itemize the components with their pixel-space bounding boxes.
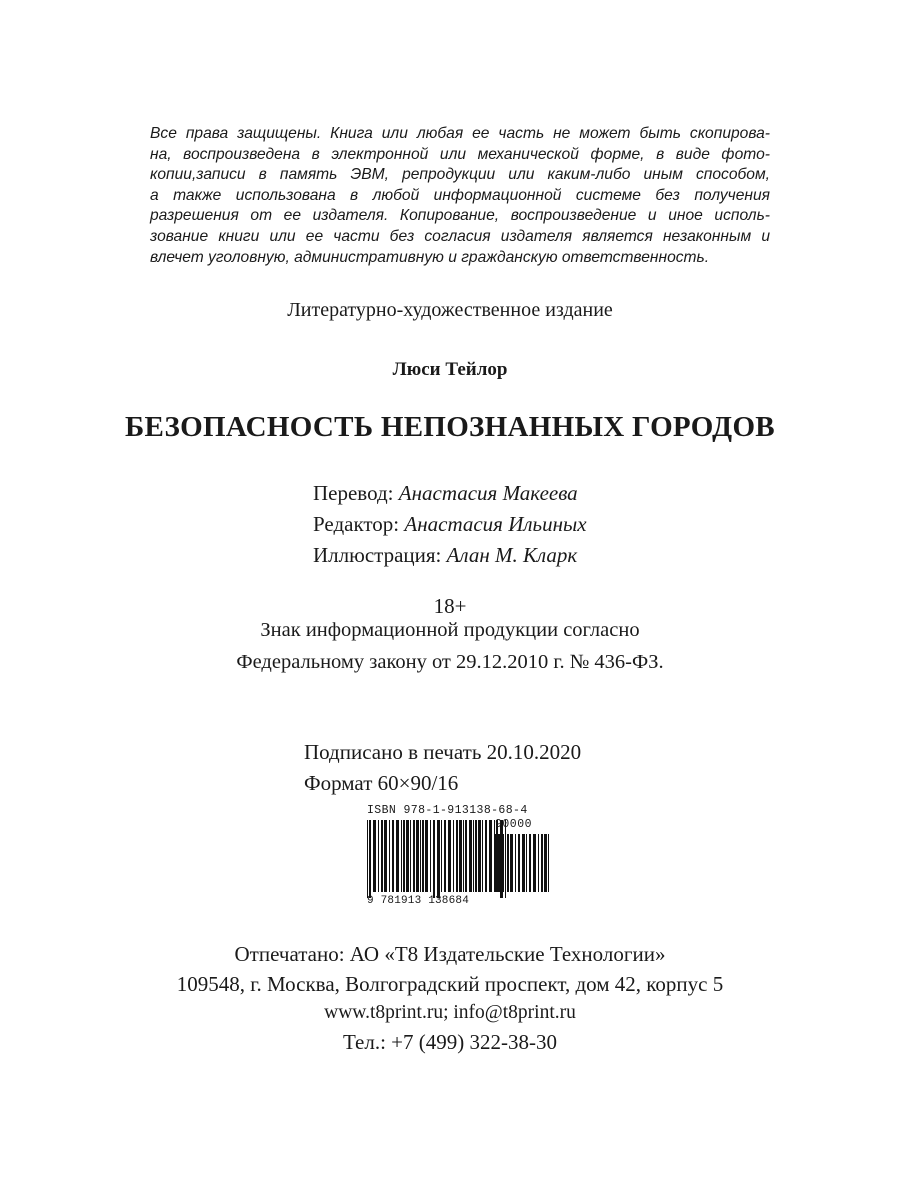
- barcode-bar: [373, 820, 376, 892]
- barcode-bar: [401, 820, 402, 892]
- copyright-notice: [150, 124, 770, 268]
- barcode-bar: [473, 820, 474, 892]
- credit-editor: [313, 509, 587, 540]
- barcode-bar: [489, 820, 492, 892]
- barcode-bar: [396, 820, 399, 892]
- barcode-bar: [384, 820, 387, 892]
- barcode-bar: [459, 820, 462, 892]
- barcode-digits: 9 781913 138684: [367, 895, 470, 907]
- barcode-bar: [482, 820, 483, 892]
- barcode-bar: [538, 834, 539, 892]
- credit-label: Иллюстрация:: [313, 543, 442, 567]
- edition-type: Литературно-художественное издание: [287, 299, 613, 321]
- copyright-line: зование книги или ее части без согласия издателя является незаконным и: [150, 227, 770, 245]
- isbn-barcode: [355, 804, 555, 909]
- copyright-line: а также использована в любой информационной системе без получения: [150, 186, 770, 204]
- copyright-line: влечет уголовную, административную и гражданскую ответственность.: [150, 248, 710, 266]
- barcode-bar: [510, 834, 513, 892]
- barcode-bar: [522, 834, 525, 892]
- barcode-bar: [478, 820, 481, 892]
- barcode-bar: [456, 820, 458, 892]
- barcode-bar: [430, 820, 431, 892]
- barcode-bar: [541, 834, 543, 892]
- print-info: [304, 737, 581, 799]
- barcode-bar: [367, 820, 368, 898]
- barcode-bar: [475, 820, 477, 892]
- author-name: Люси Тейлор: [392, 359, 508, 380]
- barcode-bar: [433, 820, 435, 898]
- barcode-bar: [406, 820, 409, 892]
- printer-name: Отпечатано: АО «Т8 Издательские Технологии»: [234, 942, 666, 966]
- credit-illustration: [313, 540, 587, 571]
- barcode-bar: [548, 834, 549, 892]
- barcode-bar: [420, 820, 421, 892]
- barcode-bar: [498, 834, 500, 892]
- barcode-bar: [515, 834, 516, 892]
- copyright-line: на, воспроизведена в электронной или механической форме, в виде фото-: [150, 145, 770, 163]
- copyright-line: копии,записи в память ЭВМ, репродукции или каким-либо иным способом,: [150, 166, 770, 184]
- barcode-bar: [441, 820, 442, 892]
- credit-person: Анастасия Ильиных: [404, 512, 587, 536]
- barcode-bar: [369, 820, 371, 898]
- barcode-bar: [389, 820, 390, 892]
- credit-person: Анастасия Макеева: [398, 481, 578, 505]
- credit-label: Редактор:: [313, 512, 400, 536]
- barcode-bar: [501, 834, 504, 892]
- barcode-bar: [544, 834, 547, 892]
- barcode-bar: [403, 820, 405, 892]
- isbn-text: ISBN 978-1-913138-68-4: [367, 804, 528, 817]
- age-notice-line: Знак информационной продукции согласно: [260, 619, 640, 641]
- barcode-bar: [416, 820, 419, 892]
- barcode-bar: [495, 834, 496, 892]
- barcode-bar: [378, 820, 379, 892]
- barcode-addon-text: 90000: [495, 818, 533, 831]
- barcode-bar: [437, 820, 440, 898]
- printer-web: www.t8print.ru; info@t8print.ru: [324, 1002, 576, 1023]
- credit-person: Алан М. Кларк: [446, 543, 578, 567]
- barcode-bar: [485, 820, 487, 892]
- barcode-bar: [533, 834, 536, 892]
- barcode-bar: [444, 820, 446, 892]
- printer-phone: Тел.: +7 (499) 322-38-30: [343, 1030, 557, 1054]
- signed-to-print: Подписано в печать 20.10.2020: [304, 740, 582, 764]
- copyright-line: разрешения от ее издателя. Копирование, воспроизведение и иное исполь-: [150, 207, 770, 225]
- barcode-bar: [529, 834, 531, 892]
- credits-block: [313, 478, 587, 571]
- book-title: БЕЗОПАСНОСТЬ НЕПОЗНАННЫХ ГОРОДОВ: [125, 411, 775, 443]
- barcode-bar: [448, 820, 451, 892]
- barcode-bar: [518, 834, 520, 892]
- barcode-bar: [465, 820, 467, 892]
- barcode-bar: [425, 820, 428, 892]
- barcode-bar: [526, 834, 527, 892]
- printer-address: 109548, г. Москва, Волгоградский проспект, дом 42, корпус 5: [176, 972, 724, 996]
- barcode-bar: [392, 820, 394, 892]
- barcode-bar: [469, 820, 472, 892]
- age-notice-line: Федеральному закону от 29.12.2010 г. № 436-ФЗ.: [236, 651, 664, 673]
- barcode-bar: [413, 820, 415, 892]
- barcode-bar: [507, 834, 509, 892]
- barcode-bar: [505, 834, 506, 892]
- credit-translation: [313, 478, 587, 509]
- age-rating: 18+: [433, 594, 467, 618]
- barcode-bar: [410, 820, 411, 892]
- paper-format: Формат 60×90/16: [304, 771, 459, 795]
- barcode-bar: [453, 820, 454, 892]
- barcode-bar: [381, 820, 383, 892]
- barcode-bar: [463, 820, 464, 892]
- credit-label: Перевод:: [313, 481, 394, 505]
- copyright-line: Все права защищены. Книга или любая ее часть не может быть скопирова-: [150, 125, 770, 142]
- barcode-bar: [422, 820, 424, 892]
